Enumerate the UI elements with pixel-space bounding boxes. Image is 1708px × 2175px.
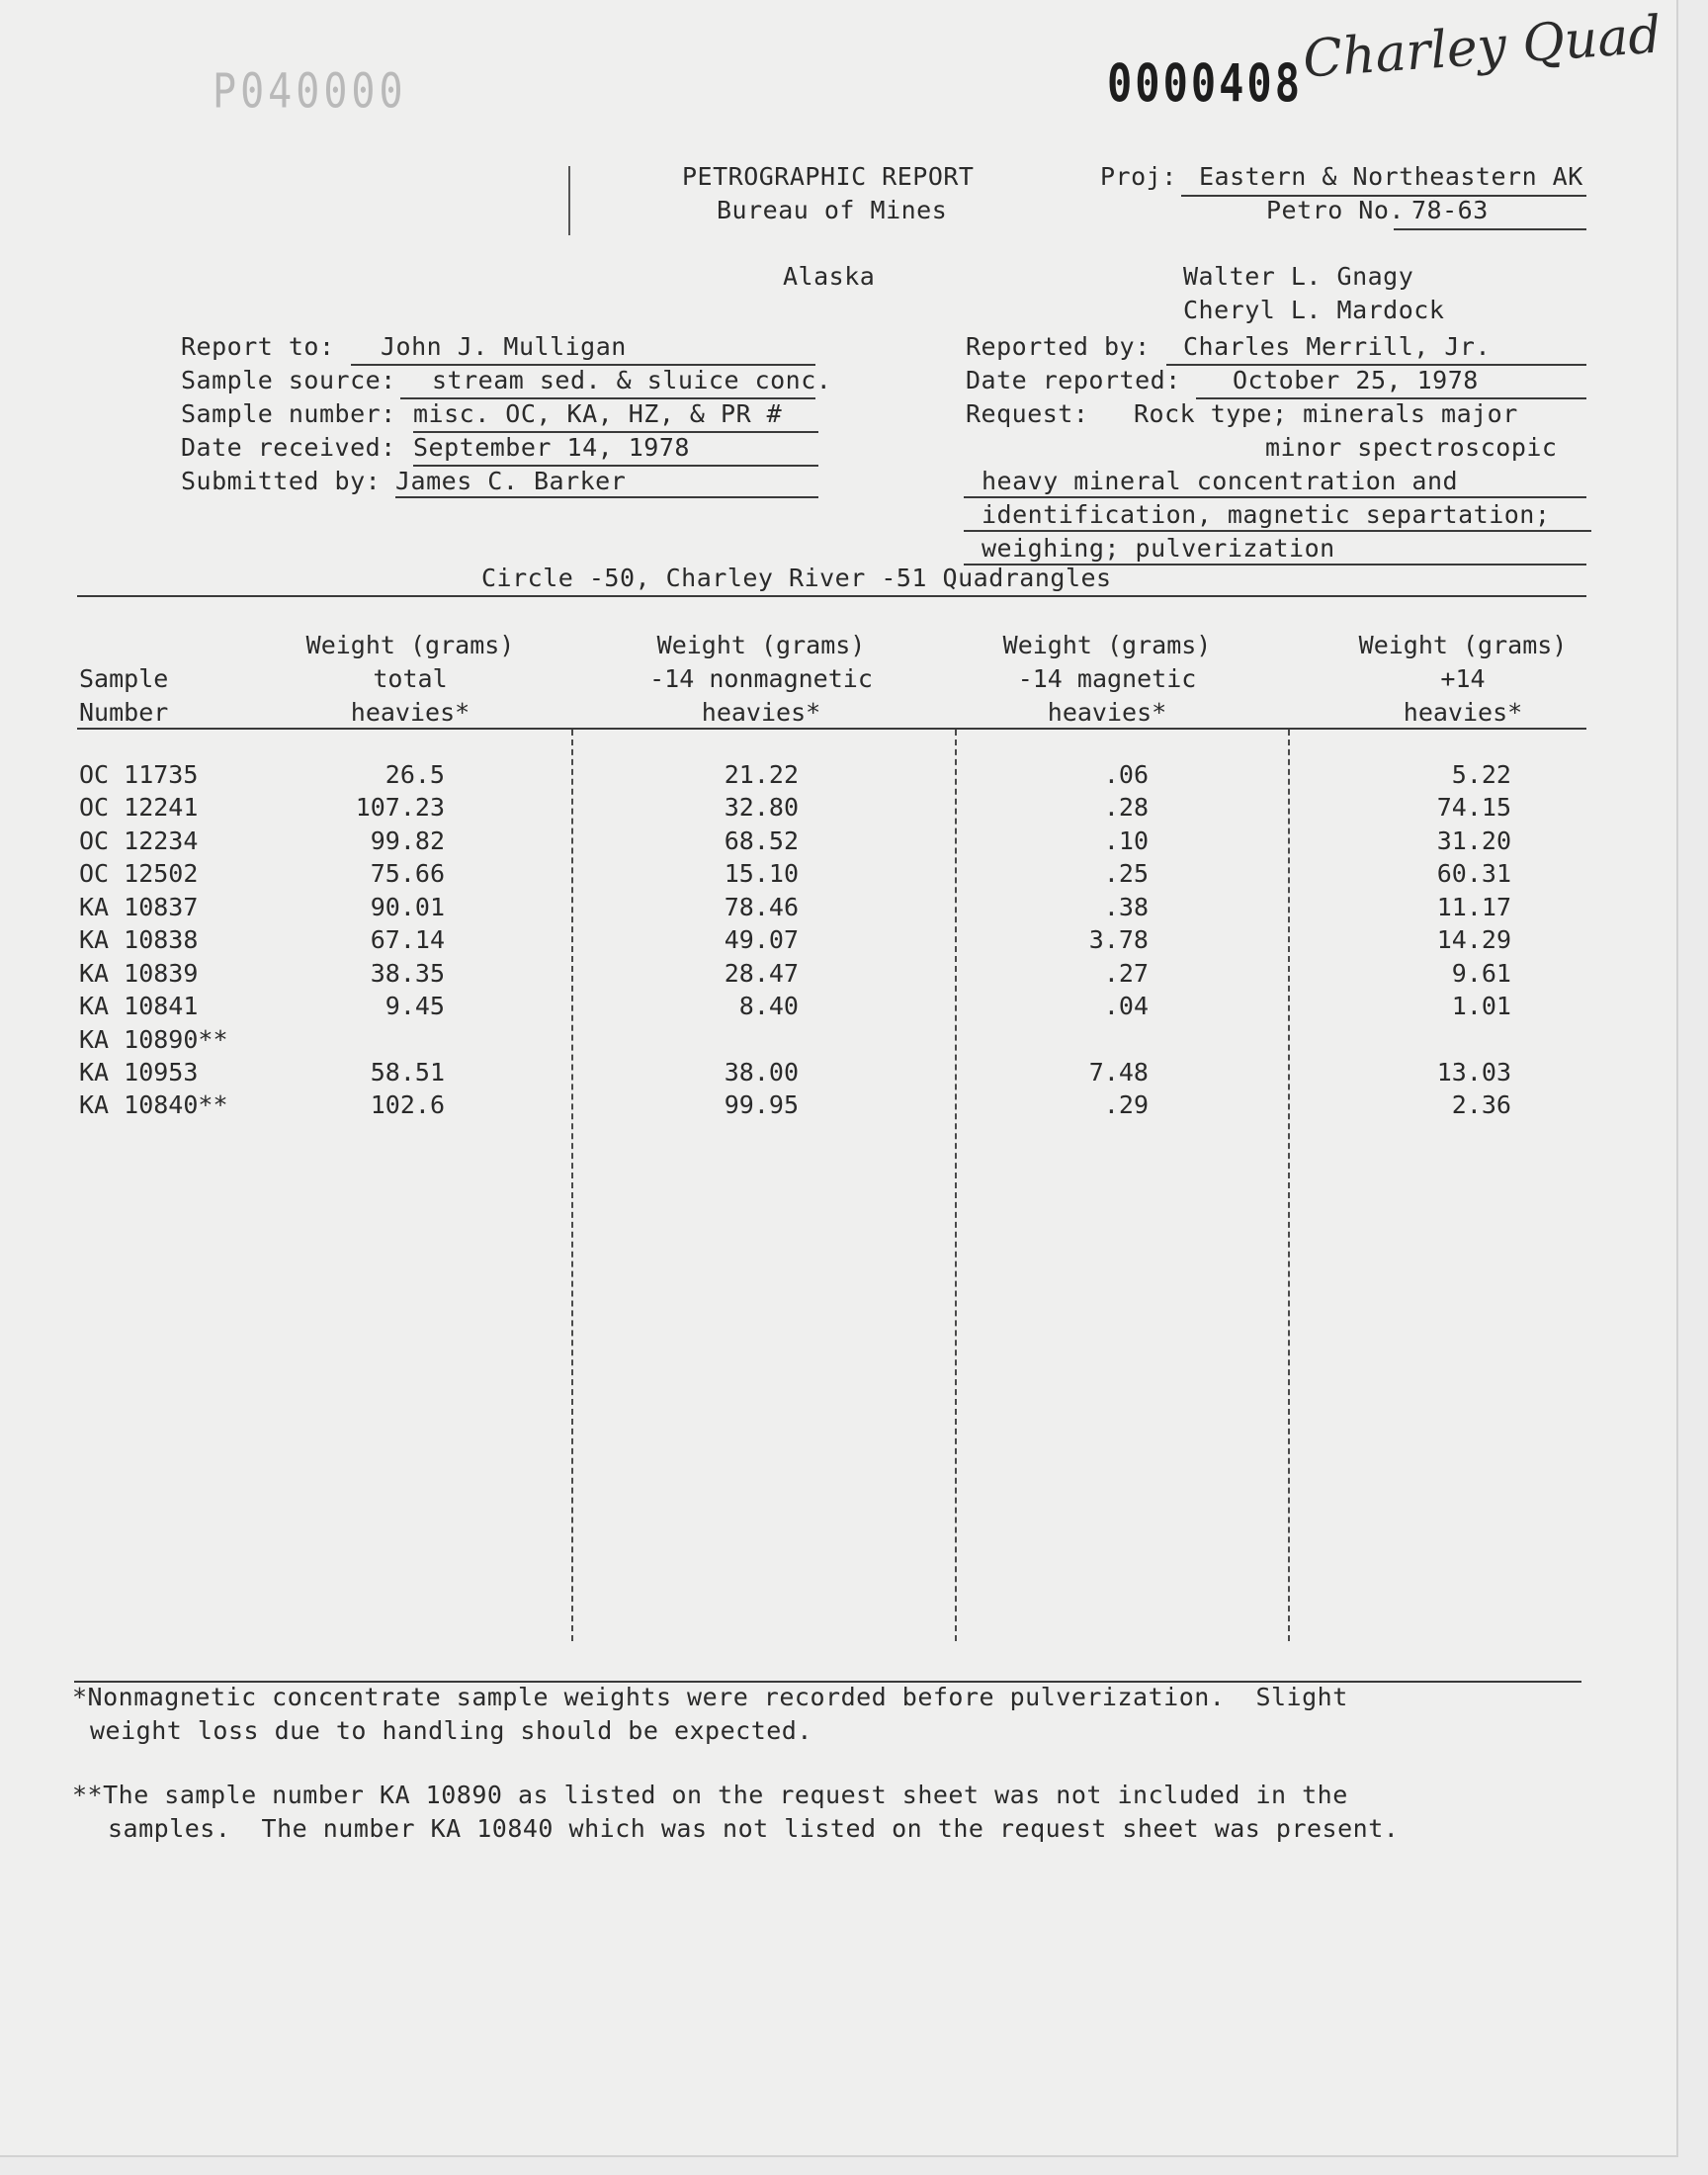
nonmagnetic-heavies-cell: 99.95 (724, 1090, 799, 1119)
table-row (0, 825, 1676, 857)
document-number-stamp: 0000408 (1107, 52, 1304, 115)
magnetic-heavies-cell: .27 (1103, 959, 1149, 988)
plus14-heavies-cell: 74.15 (1436, 793, 1511, 822)
table-row (0, 923, 1676, 956)
sample-number-cell: KA 10839 (79, 959, 199, 988)
request-line: Rock type; minerals major (1134, 399, 1518, 428)
nonmagnetic-heavies-cell: 15.10 (724, 859, 799, 888)
sample-number-cell: OC 12234 (79, 826, 199, 855)
proj-value: Eastern & Northeastern AK (1199, 162, 1583, 191)
table-row (0, 1056, 1676, 1088)
field-underline (964, 496, 1586, 498)
footnote-1-line-2: weight loss due to handling should be expected. (90, 1716, 812, 1745)
table-row (0, 758, 1676, 791)
section-divider (77, 595, 1586, 597)
reported-by-value: Charles Merrill, Jr. (1183, 332, 1492, 361)
table-row (0, 857, 1676, 890)
sample-number-cell: KA 10841 (79, 992, 199, 1020)
sample-number-cell: KA 10837 (79, 893, 199, 921)
table-row (0, 1023, 1676, 1056)
request-line: minor spectroscopic (1265, 433, 1558, 462)
sample-source-value: stream sed. & sluice conc. (432, 366, 832, 394)
proj-label: Proj: (1100, 162, 1177, 191)
sample-number-cell: KA 10840** (79, 1090, 228, 1119)
petro-label: Petro No. (1266, 196, 1405, 224)
col-header-plus14: Weight (grams) +14 heavies* (1358, 631, 1568, 727)
nonmagnetic-heavies-cell: 8.40 (738, 992, 799, 1020)
magnetic-heavies-cell: .28 (1103, 793, 1149, 822)
table-header-rule (77, 728, 1586, 730)
sample-number-cell: KA 10953 (79, 1058, 199, 1087)
plus14-heavies-cell: 13.03 (1436, 1058, 1511, 1087)
table-row (0, 957, 1676, 990)
date-reported-value: October 25, 1978 (1233, 366, 1479, 394)
magnetic-heavies-cell: .38 (1103, 893, 1149, 921)
sample-number-value: misc. OC, KA, HZ, & PR # (413, 399, 783, 428)
reported-by-label: Reported by: (966, 332, 1151, 361)
plus14-heavies-cell: 60.31 (1436, 859, 1511, 888)
sample-number-cell: OC 11735 (79, 760, 199, 789)
date-reported-label: Date reported: (966, 366, 1181, 394)
col-header-total: Weight (grams) total heavies* (305, 631, 515, 727)
request-line: identification, magnetic separtation; (982, 500, 1551, 529)
sample-number-cell: KA 10838 (79, 925, 199, 954)
magnetic-heavies-cell: .25 (1103, 859, 1149, 888)
magnetic-heavies-cell: .29 (1103, 1090, 1149, 1119)
field-underline (964, 530, 1591, 532)
sample-number-label: Sample number: (181, 399, 396, 428)
submitted-by-label: Submitted by: (181, 467, 382, 495)
sample-number-cell: KA 10890** (79, 1025, 228, 1054)
nonmagnetic-heavies-cell: 49.07 (724, 925, 799, 954)
report-to-label: Report to: (181, 332, 335, 361)
nonmagnetic-heavies-cell: 78.46 (724, 893, 799, 921)
total-heavies-cell: 102.6 (370, 1090, 445, 1119)
magnetic-heavies-cell: .06 (1103, 760, 1149, 789)
request-label: Request: (966, 399, 1089, 428)
state-name: Alaska (783, 262, 876, 291)
footnote-2-line-2: samples. The number KA 10840 which was not listed on the request sheet was present. (108, 1814, 1400, 1843)
plus14-heavies-cell: 1.01 (1451, 992, 1511, 1020)
total-heavies-cell: 99.82 (370, 826, 445, 855)
faint-stamp-number: P040000 (213, 64, 407, 120)
nonmagnetic-heavies-cell: 21.22 (724, 760, 799, 789)
agency-name: Bureau of Mines (717, 196, 948, 224)
total-heavies-cell: 90.01 (370, 893, 445, 921)
total-heavies-cell: 107.23 (355, 793, 445, 822)
magnetic-heavies-cell: 7.48 (1088, 1058, 1149, 1087)
plus14-heavies-cell: 2.36 (1451, 1090, 1511, 1119)
plus14-heavies-cell: 31.20 (1436, 826, 1511, 855)
total-heavies-cell: 38.35 (370, 959, 445, 988)
report-to-value: John J. Mulligan (381, 332, 627, 361)
nonmagnetic-heavies-cell: 38.00 (724, 1058, 799, 1087)
plus14-heavies-cell: 9.61 (1451, 959, 1511, 988)
date-received-label: Date received: (181, 433, 396, 462)
magnetic-heavies-cell: 3.78 (1088, 925, 1149, 954)
magnetic-heavies-cell: .04 (1103, 992, 1149, 1020)
total-heavies-cell: 26.5 (384, 760, 445, 789)
handwritten-note: Charley Quad (1301, 5, 1664, 90)
date-received-value: September 14, 1978 (413, 433, 690, 462)
magnetic-heavies-cell: .10 (1103, 826, 1149, 855)
col-header-sample: Sample Number (79, 664, 169, 727)
table-row (0, 791, 1676, 824)
quadrangles-line: Circle -50, Charley River -51 Quadrangles (481, 564, 1112, 592)
request-line: weighing; pulverization (982, 534, 1335, 563)
nonmagnetic-heavies-cell: 68.52 (724, 826, 799, 855)
submitted-by-value: James C. Barker (395, 467, 627, 495)
sample-number-cell: OC 12502 (79, 859, 199, 888)
total-heavies-cell: 75.66 (370, 859, 445, 888)
col-header-magnetic: Weight (grams) -14 magnetic heavies* (1002, 631, 1212, 727)
plus14-heavies-cell: 5.22 (1451, 760, 1511, 789)
total-heavies-cell: 67.14 (370, 925, 445, 954)
field-underline (395, 496, 818, 498)
total-heavies-cell: 9.45 (384, 992, 445, 1020)
analyst-name: Walter L. Gnagy (1183, 262, 1414, 291)
plus14-heavies-cell: 14.29 (1436, 925, 1511, 954)
col-header-nonmagnetic: Weight (grams) -14 nonmagnetic heavies* (649, 631, 873, 727)
plus14-heavies-cell: 11.17 (1436, 893, 1511, 921)
footnote-1-line-1: *Nonmagnetic concentrate sample weights were recorded before pulverization. Slight (72, 1683, 1348, 1711)
request-line: heavy mineral concentration and (982, 467, 1459, 495)
petro-underline (1394, 228, 1586, 230)
analyst-name: Cheryl L. Mardock (1183, 296, 1445, 324)
report-title: PETROGRAPHIC REPORT (682, 162, 975, 191)
total-heavies-cell: 58.51 (370, 1058, 445, 1087)
sample-source-label: Sample source: (181, 366, 396, 394)
petro-value: 78-63 (1411, 196, 1489, 224)
table-row (0, 891, 1676, 923)
nonmagnetic-heavies-cell: 32.80 (724, 793, 799, 822)
nonmagnetic-heavies-cell: 28.47 (724, 959, 799, 988)
footnote-2-line-1: **The sample number KA 10890 as listed on the request sheet was not included in the (72, 1781, 1348, 1809)
sample-number-cell: OC 12241 (79, 793, 199, 822)
table-row (0, 990, 1676, 1022)
table-row (0, 1088, 1676, 1121)
margin-mark (568, 166, 570, 235)
